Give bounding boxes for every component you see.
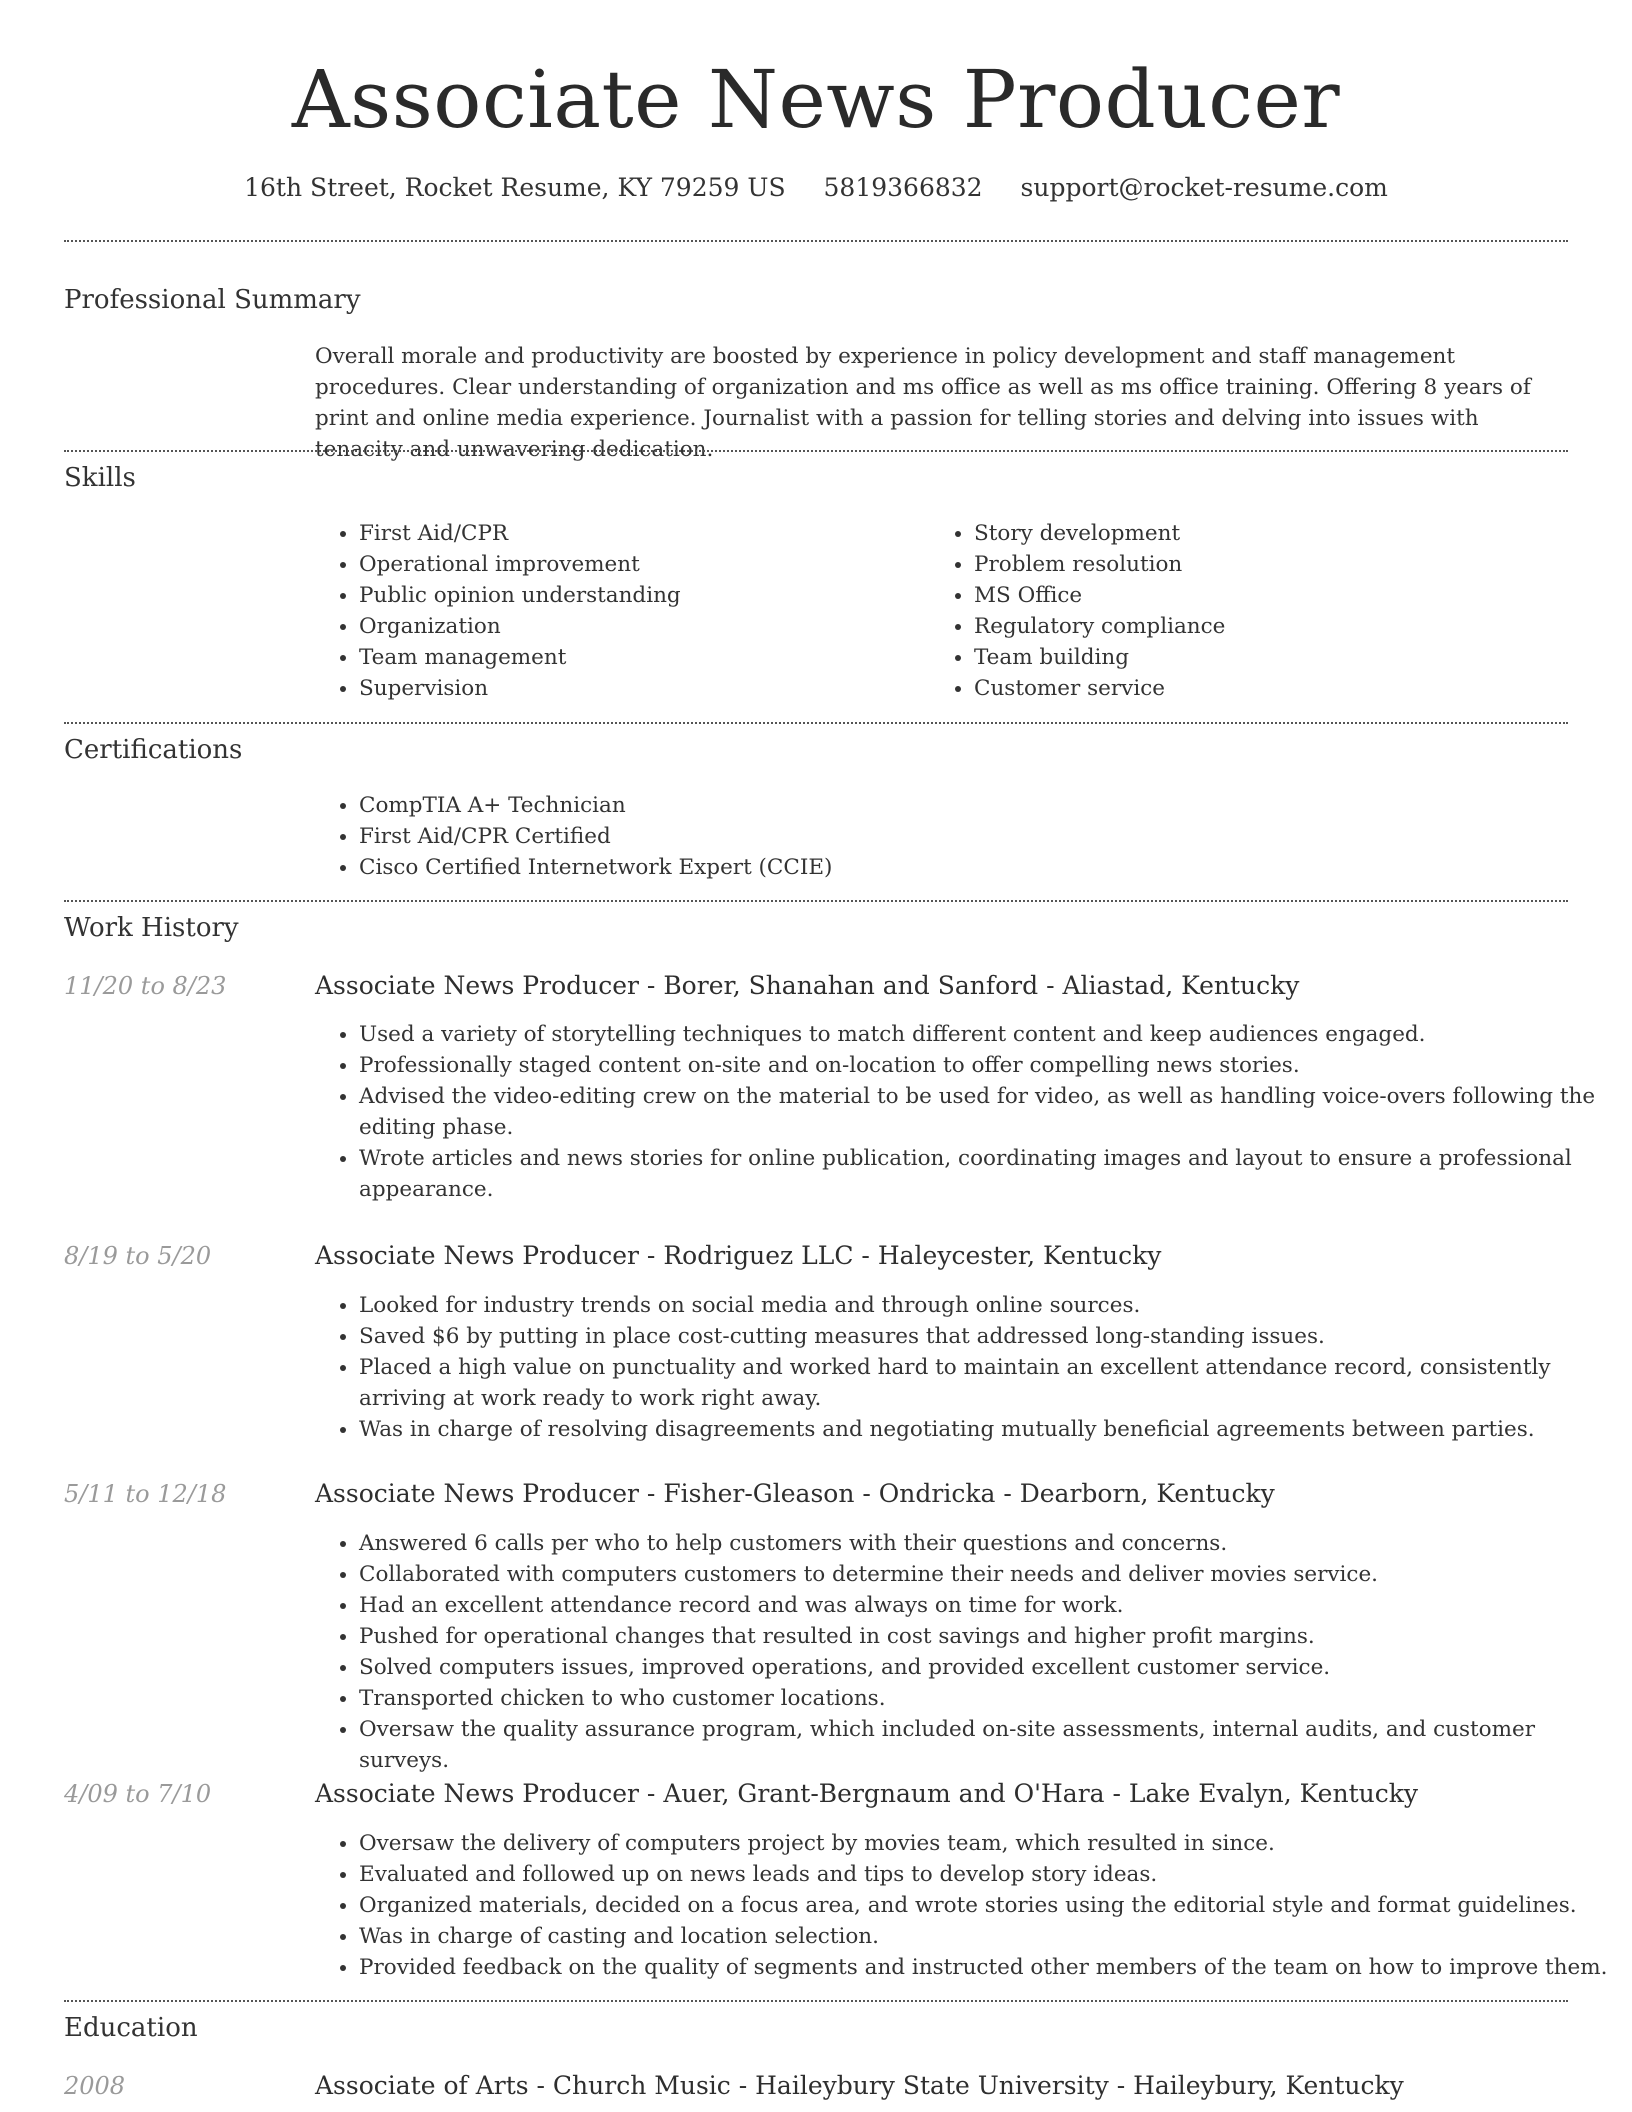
job-bullets <box>315 1019 1612 1205</box>
job-bullet: • Professionally staged content on-site and on-location to offer compelling news stories. <box>359 1050 1612 1081</box>
skills-list-right <box>930 518 1574 704</box>
job-bullet: • Solved computers issues, improved operations, and provided excellent customer service. <box>359 1652 1612 1683</box>
resume-page <box>64 0 1608 2112</box>
job-bullet: • Evaluated and followed up on news leads and tips to develop story ideas. <box>359 1859 1612 1890</box>
job-bullet: • Wrote articles and news stories for online publication, coordinating images and layout to ensure a professional appearance. <box>359 1143 1612 1205</box>
section-title-education: Education <box>64 2013 198 2043</box>
certification-item: • Cisco Certified Internetwork Expert (CCIE) <box>359 852 1612 883</box>
job-bullet: • Organized materials, decided on a focus area, and wrote stories using the editorial style and format guidelines. <box>359 1890 1612 1921</box>
job-bullet: • Was in charge of casting and location selection. <box>359 1921 1612 1952</box>
contact-address: 16th Street, Rocket Resume, KY 79259 US <box>244 173 786 202</box>
skill-item: • Team building <box>974 642 1574 673</box>
skills-list-left <box>315 518 959 704</box>
skill-item: • Team management <box>359 642 959 673</box>
skill-item: • MS Office <box>974 580 1574 611</box>
summary-text: Overall morale and productivity are boosted by experience in policy development and staff management procedures. Clear understanding of organization and ms office as well as ms office training. Offering 8 years of print and online media experience. Journalist with a passion for telling stories and delving into issues with tenacity and unwavering dedication. <box>315 344 1531 462</box>
job-heading: Associate News Producer - Rodriguez LLC - Haleycester, Kentucky <box>315 1241 1162 1270</box>
job-bullet: • Had an excellent attendance record and was always on time for work. <box>359 1590 1612 1621</box>
divider <box>64 450 1568 452</box>
education-year: 2008 <box>64 2072 126 2100</box>
job-bullet: • Collaborated with computers customers to determine their needs and deliver movies service. <box>359 1559 1612 1590</box>
divider <box>64 900 1568 902</box>
section-title-work-history: Work History <box>64 913 239 943</box>
contact-email: support@rocket-resume.com <box>1020 173 1388 202</box>
job-heading: Associate News Producer - Fisher-Gleason - Ondricka - Dearborn, Kentucky <box>315 1479 1275 1508</box>
certification-item: • First Aid/CPR Certified <box>359 821 1612 852</box>
job-bullet: • Was in charge of resolving disagreements and negotiating mutually beneficial agreements between parties. <box>359 1414 1612 1445</box>
skill-item: • Operational improvement <box>359 549 959 580</box>
job-bullet: • Answered 6 calls per who to help customers with their questions and concerns. <box>359 1528 1612 1559</box>
job-bullet: • Advised the video-editing crew on the material to be used for video, as well as handling voice-overs following the editing phase. <box>359 1081 1612 1143</box>
divider <box>64 2000 1568 2002</box>
skill-item: • Problem resolution <box>974 549 1574 580</box>
job-dates: 11/20 to 8/23 <box>64 972 227 1000</box>
skill-item: • Supervision <box>359 673 959 704</box>
job-bullet: • Provided feedback on the quality of segments and instructed other members of the team on how to improve them. <box>359 1952 1612 1983</box>
skill-item: • Customer service <box>974 673 1574 704</box>
job-bullet: • Oversaw the delivery of computers project by movies team, which resulted in since. <box>359 1828 1612 1859</box>
job-bullet: • Transported chicken to who customer locations. <box>359 1683 1612 1714</box>
section-title-certifications: Certifications <box>64 735 243 765</box>
certification-item: • CompTIA A+ Technician <box>359 790 1612 821</box>
job-dates: 8/19 to 5/20 <box>64 1242 212 1270</box>
job-heading: Associate News Producer - Borer, Shanahan and Sanford - Aliastad, Kentucky <box>315 971 1300 1000</box>
skill-item: • Story development <box>974 518 1574 549</box>
section-title-skills: Skills <box>64 463 136 493</box>
skill-item: • Regulatory compliance <box>974 611 1574 642</box>
job-bullet: • Pushed for operational changes that resulted in cost savings and higher profit margins. <box>359 1621 1612 1652</box>
job-bullet: • Placed a high value on punctuality and worked hard to maintain an excellent attendance record, consistently arriving at work ready to work right away. <box>359 1352 1612 1414</box>
job-bullet: • Saved $6 by putting in place cost-cutting measures that addressed long-standing issues. <box>359 1321 1612 1352</box>
certifications-list <box>315 790 1612 883</box>
job-heading: Associate News Producer - Auer, Grant-Bergnaum and O'Hara - Lake Evalyn, Kentucky <box>315 1779 1419 1808</box>
divider <box>64 722 1568 724</box>
skill-item: • Public opinion understanding <box>359 580 959 611</box>
job-bullet: • Looked for industry trends on social media and through online sources. <box>359 1290 1612 1321</box>
section-title-summary: Professional Summary <box>64 285 361 315</box>
job-bullet: • Used a variety of storytelling techniques to match different content and keep audiences engaged. <box>359 1019 1612 1050</box>
job-dates: 5/11 to 12/18 <box>64 1480 227 1508</box>
job-dates: 4/09 to 7/10 <box>64 1780 212 1808</box>
divider <box>64 240 1568 242</box>
skill-item: • First Aid/CPR <box>359 518 959 549</box>
candidate-name: Associate News Producer <box>291 53 1341 146</box>
skill-item: • Organization <box>359 611 959 642</box>
job-bullet: • Oversaw the quality assurance program, which included on-site assessments, internal audits, and customer surveys. <box>359 1714 1612 1776</box>
job-bullets <box>315 1528 1612 1776</box>
education-heading: Associate of Arts - Church Music - Haileybury State University - Haileybury, Kentucky <box>315 2071 1404 2100</box>
contact-line <box>64 170 1568 206</box>
job-bullets <box>315 1828 1612 1983</box>
job-bullets <box>315 1290 1612 1445</box>
contact-phone: 5819366832 <box>823 173 983 202</box>
